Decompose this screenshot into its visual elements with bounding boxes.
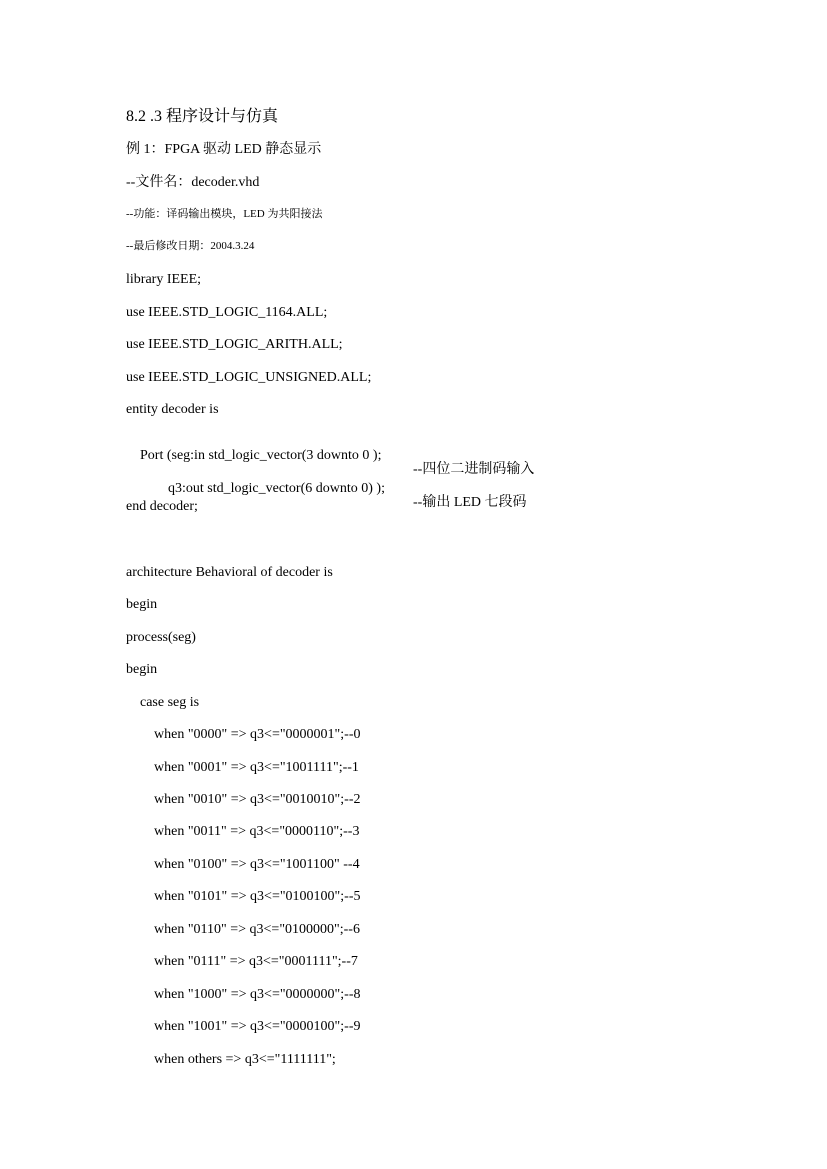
q3-comment: --输出 LED 七段码 [413,495,527,510]
code-architecture: architecture Behavioral of decoder is [126,565,333,580]
function-comment: --功能：译码输出模块，LED 为共阳接法 [126,208,323,220]
code-when-line: when "1000" => q3<="0000000";--8 [154,987,361,1002]
code-when-line: when "0100" => q3<="1001100" --4 [154,857,360,872]
code-begin: begin [126,662,158,677]
code-port-line [0,435,827,477]
code-when-line: when "0110" => q3<="0100000";--6 [154,922,360,937]
code-end-entity: end decoder; [126,499,198,514]
port-declaration: Port (seg:in std_logic_vector(3 downto 0 ); [140,448,382,463]
code-when-line: when "0011" => q3<="0000110";--3 [154,824,360,839]
filename-comment: --文件名：decoder.vhd [126,175,260,190]
section-title: 8.2 .3 程序设计与仿真 [126,108,279,125]
code-use-1164: use IEEE.STD_LOGIC_1164.ALL; [126,305,328,320]
code-when-line: when "0000" => q3<="0000001";--0 [154,727,361,742]
code-process: process(seg) [126,630,196,645]
code-when-line: when "0010" => q3<="0010010";--2 [154,792,361,807]
code-use-arith: use IEEE.STD_LOGIC_ARITH.ALL; [126,337,343,352]
code-library: library IEEE; [126,272,202,287]
example-title: 例 1：FPGA 驱动 LED 静态显示 [126,142,322,157]
code-case: case seg is [140,695,200,710]
q3-declaration: q3:out std_logic_vector(6 downto 0) ); [168,481,385,496]
code-when-line: when "0111" => q3<="0001111";--7 [154,954,358,969]
port-comment: --四位二进制码输入 [413,462,535,477]
code-when-line: when "0101" => q3<="0100100";--5 [154,889,361,904]
modified-date-comment: --最后修改日期：2004.3.24 [126,240,255,252]
code-entity: entity decoder is [126,402,219,417]
code-when-line: when "1001" => q3<="0000100";--9 [154,1019,361,1034]
code-when-others: when others => q3<="1111111"; [154,1052,336,1067]
code-begin: begin [126,597,158,612]
code-use-unsigned: use IEEE.STD_LOGIC_UNSIGNED.ALL; [126,370,372,385]
code-when-line: when "0001" => q3<="1001111";--1 [154,760,359,775]
